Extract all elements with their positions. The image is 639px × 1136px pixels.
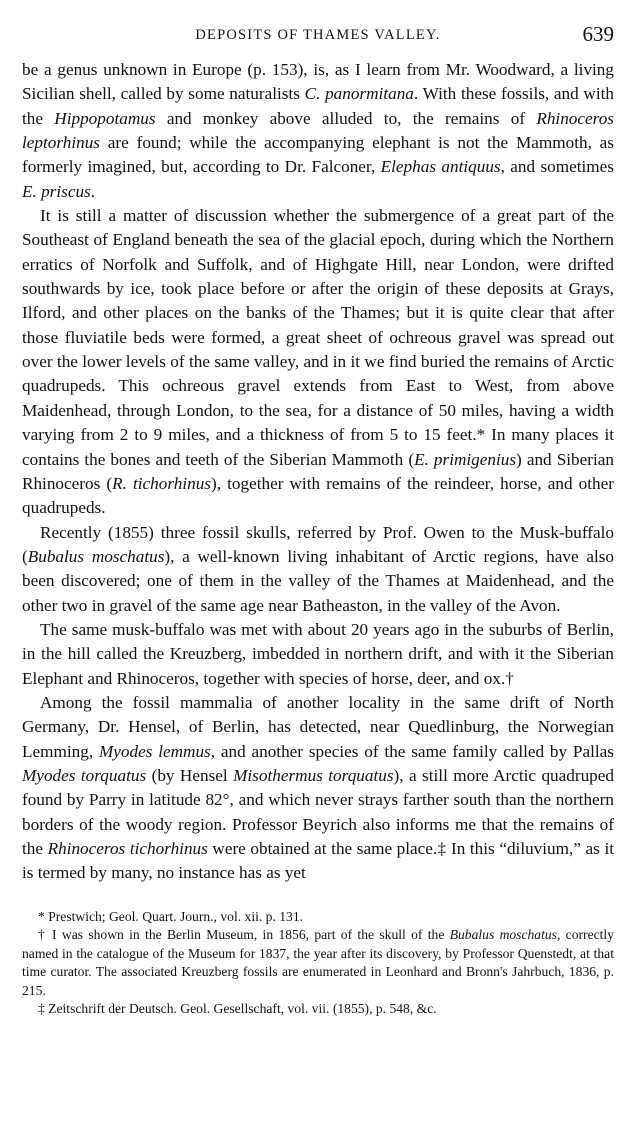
paragraph <box>22 204 614 520</box>
italic-text: C. panormitana <box>304 84 414 104</box>
running-title: DEPOSITS OF THAMES VALLEY. <box>195 27 441 43</box>
italic-text: Rhinoceros tichorhinus <box>47 839 208 858</box>
paragraph <box>22 58 614 204</box>
italic-text: Rhinoceros leptorhinus <box>22 108 614 153</box>
italic-text: Hippopotamus <box>54 108 156 128</box>
italic-text: Myodes torquatus <box>22 765 147 785</box>
text-run: and monkey above alluded to, the remains of <box>155 108 537 128</box>
text-run: be a genus unknown in Europe (p. 153), is, as I learn from Mr. Woodward, a living Sicilian shell, called by some naturalists <box>22 60 614 104</box>
body-text <box>22 58 614 886</box>
text-run: ), together with remains of the reindeer, horse, and other quadrupeds. <box>22 473 614 518</box>
text-run: ), a well-known living inhabitant of Arctic regions, have also been discovered; one of them in the valley of the Thames at Maidenhead, and the other two in gravel of the same age near Batheaston, in the valley of the Avon. <box>22 546 614 615</box>
text-run: It is still a matter of discussion whether the submergence of a great part of the Southeast of England beneath the sea of the glacial epoch, during which the Northern erratics of Norfolk and Suffolk, and of Highgate Hill, near London, were drifted southwards by ice, took place before or after the origin of these deposits at Grays, Ilford, and other places on the banks of the Thames; but it is quite clear that after those fluviatile beds were formed, a great sheet of ochreous gravel was spread out over the lower levels of the same valley, and in it we find buried the remains of Arctic quadrupeds. This ochreous gravel extends from East to West, from above Maidenhead, through London, to the sea, for a distance of 50 miles, having a width varying from 2 to 9 miles, and a thickness of from 5 to 15 feet.* In many places it contains the bones and teeth of the Siberian Mammoth ( <box>22 206 614 469</box>
text-run: ‡ Zeitschrift der Deutsch. Geol. Gesellschaft, vol. vii. (1855), p. 548, &c. <box>38 1001 437 1017</box>
text-run: , and sometimes <box>500 157 614 177</box>
footnote <box>22 908 614 927</box>
italic-text: Elephas antiquus <box>380 157 501 177</box>
italic-text: R. tichorhinus <box>112 473 211 493</box>
text-run: . <box>90 181 96 201</box>
footnotes <box>22 908 614 1019</box>
page-header <box>22 0 614 58</box>
text-run: Among the fossil mammalia of another locality in the same drift of North Germany, Dr. Hensel, of Berlin, has detected, near Quedlinburg, the Norwegian Lemming, <box>22 692 614 761</box>
text-run: are found; while the accompanying elephant is not the Mammoth, as formerly imagined, but, according to Dr. Falconer, <box>22 133 614 177</box>
text-run: ) and Siberian Rhinoceros ( <box>22 449 614 493</box>
page-number: 639 <box>582 22 614 46</box>
text-run: ), a still more Arctic quadruped found by Parry in latitude 82°, and which never strays farther south than the northern borders of the woody region. Professor Beyrich also informs me that the remains of the <box>22 765 615 858</box>
text-run: † I was shown in the Berlin Museum, in 1856, part of the skull of the <box>38 927 450 943</box>
footnote <box>22 1000 614 1019</box>
italic-text: E. primigenius <box>414 449 517 469</box>
text-run: (by Hensel <box>146 765 234 785</box>
paragraph <box>22 691 614 886</box>
text-run: , and another species of the same family called by Pallas <box>210 741 614 761</box>
italic-text: E. priscus <box>22 181 91 201</box>
text-run: Recently (1855) three fossil skulls, referred by Prof. Owen to the Musk-buffalo ( <box>22 522 614 566</box>
text-run: were obtained at the same place.‡ In this “diluvium,” as it is termed by many, no instance has as yet <box>22 839 614 883</box>
paragraph <box>22 618 614 691</box>
book-page <box>22 0 614 1019</box>
text-run: * Prestwich; Geol. Quart. Journ., vol. xii. p. 131. <box>38 908 304 924</box>
footnote <box>22 926 614 1000</box>
paragraph <box>22 521 614 618</box>
italic-text: Bubalus moschatus <box>449 927 557 943</box>
text-run: The same musk-buffalo was met with about 20 years ago in the suburbs of Berlin, in the hill called the Kreuzberg, imbedded in northern drift, and with it the Siberian Elephant and Rhinoceros, together with species of horse, deer, and ox.† <box>22 619 614 688</box>
text-run: . With these fossils, and with the <box>22 84 614 128</box>
italic-text: Myodes lemmus <box>98 741 211 761</box>
text-run: , correctly named in the catalogue of the Museum for 1837, the year after its discovery, by Professor Quenstedt, at that time curator. The associated Kreuzberg fossils are enumerated in Leonhard and Bronn's Jahrbuch, 1836, p. 215. <box>22 927 614 998</box>
italic-text: Misothermus torquatus <box>233 765 394 785</box>
italic-text: Bubalus moschatus <box>27 546 165 566</box>
